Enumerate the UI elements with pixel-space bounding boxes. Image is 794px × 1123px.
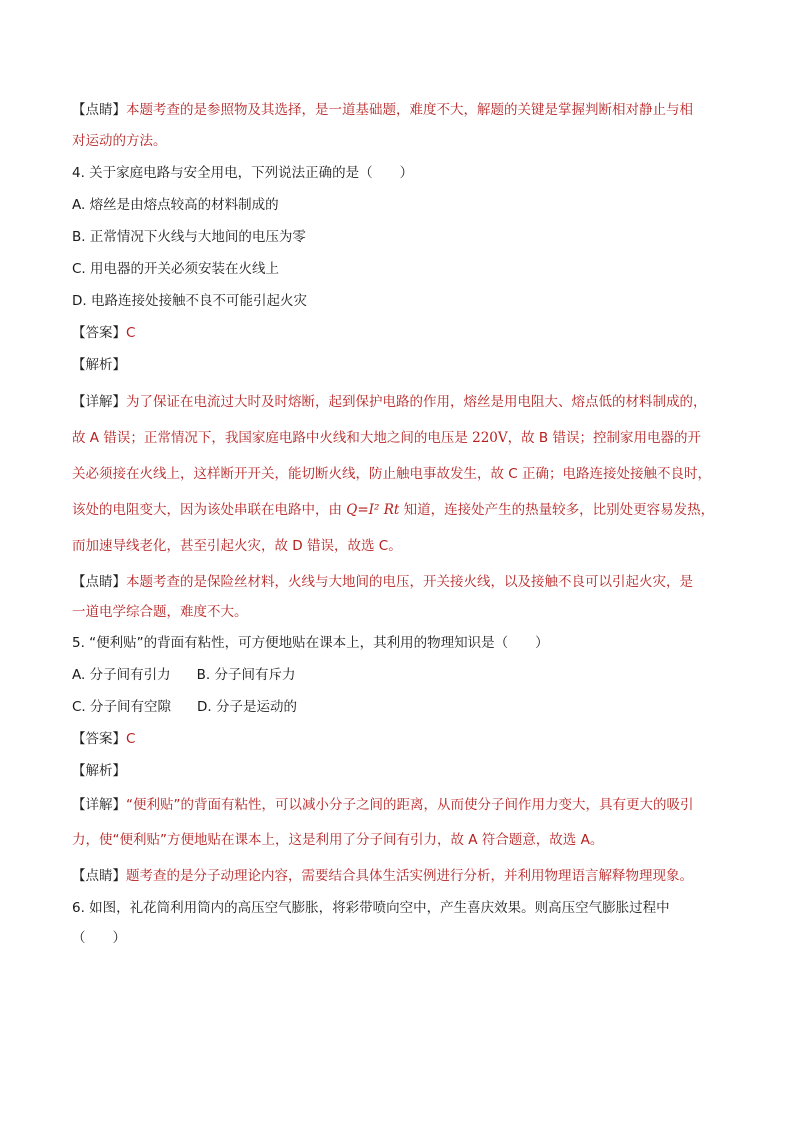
question-5-options-row-1 bbox=[72, 665, 295, 685]
question-4-option-c: C. 用电器的开关必须安装在火线上 bbox=[72, 261, 280, 277]
answer-value: C bbox=[126, 731, 136, 747]
answer-tag: 【答案】 bbox=[72, 731, 126, 747]
question-6-paren: （ ） bbox=[72, 930, 126, 946]
question-5-analysis-tag: 【解析】 bbox=[72, 763, 126, 779]
question-4-detail-line-2: 故 A 错误；正常情况下，我国家庭电路中火线和大地之间的电压是 220V，故 B 错误；控制家用电器的开 bbox=[72, 430, 701, 446]
answer-value: C bbox=[126, 325, 136, 341]
note-text: 本题考查的是参照物及其选择，是一道基础题，难度不大，解题的关键是掌握判断相对静止与相 bbox=[126, 102, 693, 118]
question-4-detail-line-4: 该处的电阻变大，因为该处串联在电路中，由 Q=I² Rt 知道，连接处产生的热量较多，比别处更容易发热， bbox=[72, 502, 715, 518]
question-4-option-d: D. 电路连接处接触不良不可能引起火灾 bbox=[72, 293, 307, 309]
question-4-answer bbox=[72, 323, 135, 343]
note-text-cont: 对运动的方法。 bbox=[72, 133, 167, 149]
formula: Q=I² Rt bbox=[346, 502, 400, 518]
question-5-option-c: C. 分子间有空隙 bbox=[72, 699, 172, 715]
question-4-detail-line-5: 而加速导线老化，甚至引起火灾，故 D 错误，故选 C。 bbox=[72, 538, 402, 554]
question-4-option-a: A. 熔丝是由熔点较高的材料制成的 bbox=[72, 197, 279, 213]
question-4-stem: 4. 关于家庭电路与安全用电，下列说法正确的是（ ） bbox=[72, 165, 414, 181]
question-5-option-b: B. 分子间有斥力 bbox=[196, 667, 296, 683]
note-paragraph bbox=[72, 100, 693, 120]
question-4-detail-line-1: 【详解】为了保证在电流过大时及时熔断，起到保护电路的作用，熔丝是用电阻大、熔点低的材料制成的， bbox=[72, 394, 707, 410]
note-tag: 【点睛】 bbox=[72, 868, 126, 884]
question-5-answer bbox=[72, 729, 135, 749]
question-4-note-cont: 一道电学综合题，难度不大。 bbox=[72, 604, 248, 620]
question-5-stem: 5. “便利贴”的背面有粘性，可方便地贴在课本上，其利用的物理知识是（ ） bbox=[72, 635, 549, 651]
question-5-option-a: A. 分子间有引力 bbox=[72, 667, 171, 683]
question-5-options-row-2 bbox=[72, 697, 297, 717]
question-5-detail-line-2: 力，使“便利贴”方便地贴在课本上，这是利用了分子间有引力，故 A 符合题意，故选 A。 bbox=[72, 832, 604, 848]
detail-tag: 【详解】 bbox=[72, 797, 126, 813]
note-tag: 【点睛】 bbox=[72, 102, 126, 118]
note-tag: 【点睛】 bbox=[72, 574, 126, 590]
question-5-note: 【点睛】题考查的是分子动理论内容，需要结合具体生活实例进行分析，并利用物理语言解释物理现象。 bbox=[72, 868, 693, 884]
question-5-option-d: D. 分子是运动的 bbox=[197, 699, 297, 715]
detail-tag: 【详解】 bbox=[72, 394, 126, 410]
answer-tag: 【答案】 bbox=[72, 325, 126, 341]
question-4-option-b: B. 正常情况下火线与大地间的电压为零 bbox=[72, 229, 306, 245]
question-5-detail-line-1: 【详解】“便利贴”的背面有粘性，可以减小分子之间的距离，从而使分子间作用力变大，具有更大的吸引 bbox=[72, 797, 694, 813]
question-4-note: 【点睛】本题考查的是保险丝材料，火线与大地间的电压，开关接火线，以及接触不良可以引起火灾，是 bbox=[72, 574, 693, 590]
question-4-analysis-tag: 【解析】 bbox=[72, 357, 126, 373]
question-6-stem: 6. 如图，礼花筒利用筒内的高压空气膨胀，将彩带喷向空中，产生喜庆效果。则高压空气膨胀过程中 bbox=[72, 900, 670, 916]
question-4-detail-line-3: 关必须接在火线上，这样断开开关，能切断火线，防止触电事故发生，故 C 正确；电路连接处接触不良时， bbox=[72, 466, 712, 482]
